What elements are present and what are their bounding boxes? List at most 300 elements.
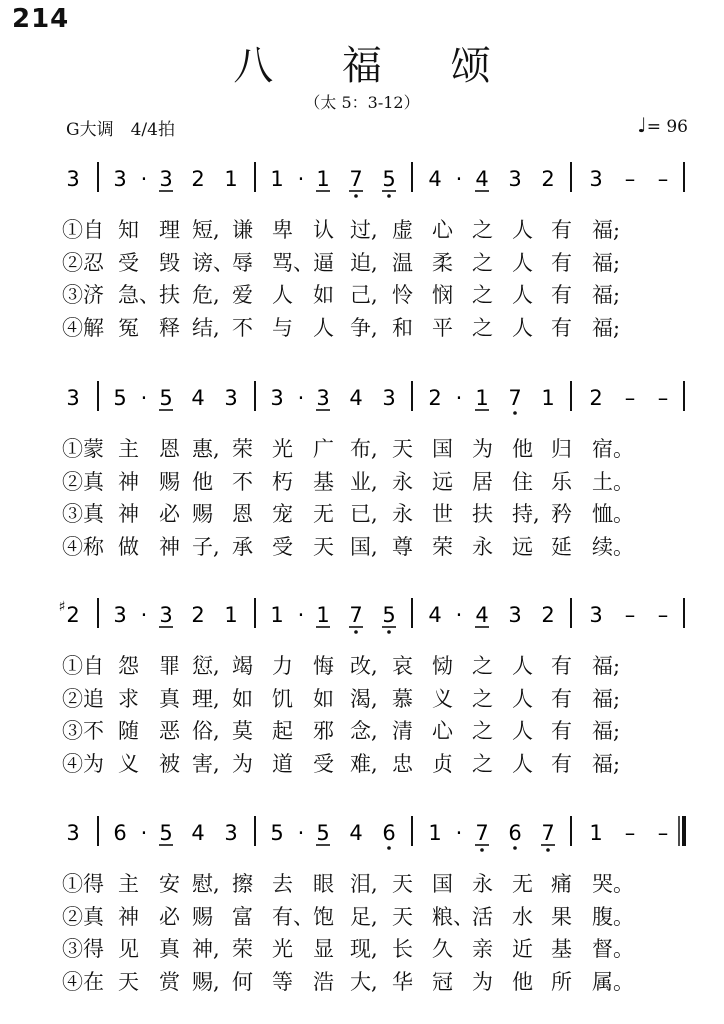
lyric-char: 骂、 xyxy=(272,251,314,275)
dot-mark: · xyxy=(140,821,148,845)
lyric-char: 无 xyxy=(313,502,334,526)
note: 4 xyxy=(349,386,363,410)
note: 7 xyxy=(541,821,555,845)
lyric-char: 赐 xyxy=(192,905,213,929)
lyric-char: 果 xyxy=(551,905,572,929)
lyric-char: 人 xyxy=(272,283,293,307)
lyric-char: 虚 xyxy=(392,218,413,242)
lyric-char: 必 xyxy=(159,502,180,526)
lyric-char: 之 xyxy=(472,719,493,743)
lyric-char: 泪, xyxy=(350,872,378,896)
lyric-char: 慕 xyxy=(392,687,413,711)
lyric-line xyxy=(0,312,724,342)
lyric-char: 神 xyxy=(118,905,139,929)
lyric-char: 大, xyxy=(350,970,378,994)
lower-octave-dot xyxy=(513,846,517,850)
lyric-line xyxy=(0,748,724,778)
lyric-char: 怨 xyxy=(118,654,139,678)
lyric-char: 难, xyxy=(350,752,378,776)
lyric-char: 安 xyxy=(159,872,180,896)
note: 5 xyxy=(159,821,173,845)
lyric-char: 短, xyxy=(192,218,220,242)
sharp-sign: ♯ xyxy=(58,599,66,615)
lyric-char: 扶 xyxy=(472,502,493,526)
lyric-char: 人 xyxy=(512,218,533,242)
lyric-char: 道 xyxy=(272,752,293,776)
lyric-char: 如 xyxy=(313,687,334,711)
lyric-char: 主 xyxy=(118,872,139,896)
lyric-char: 天 xyxy=(118,970,139,994)
lyric-char: 荣 xyxy=(232,437,253,461)
note: 1 xyxy=(316,603,330,627)
lyric-char: 天 xyxy=(313,535,334,559)
lyric-line xyxy=(0,901,724,931)
lyric-char: 人 xyxy=(512,283,533,307)
lyric-char: 冤 xyxy=(118,316,139,340)
lyric-char: 神 xyxy=(159,535,180,559)
lyric-char: 有、 xyxy=(272,905,314,929)
note: 4 xyxy=(428,167,442,191)
lyric-char: 心 xyxy=(432,719,453,743)
dot-mark: · xyxy=(140,167,148,191)
lyric-char: 远 xyxy=(432,470,453,494)
dash-mark: – xyxy=(657,167,669,191)
dot-mark: · xyxy=(455,167,463,191)
lyric-char: 急、 xyxy=(118,283,160,307)
lyric-char: 释 xyxy=(159,316,180,340)
lyric-char: 布, xyxy=(350,437,378,461)
lyric-char: 人 xyxy=(512,316,533,340)
lyric-char: 慰, xyxy=(192,872,220,896)
lyric-line xyxy=(0,650,724,680)
lyric-char: 朽 xyxy=(272,470,293,494)
dot-mark: · xyxy=(455,386,463,410)
lyric-char: 永 xyxy=(472,872,493,896)
lyric-char: 有 xyxy=(551,283,572,307)
lyric-char: 他 xyxy=(512,970,533,994)
note: 4 xyxy=(475,167,489,191)
note: 4 xyxy=(191,821,205,845)
music-system xyxy=(66,162,684,198)
lyric-line xyxy=(0,531,724,561)
lyric-char: 与 xyxy=(272,316,293,340)
lyric-char: 现, xyxy=(350,937,378,961)
dot-mark: · xyxy=(297,386,305,410)
lyric-char: 人 xyxy=(313,316,334,340)
note: 4 xyxy=(349,821,363,845)
lyric-char: 竭 xyxy=(232,654,253,678)
lyric-char: 乐 xyxy=(551,470,572,494)
lyric-char: 等 xyxy=(272,970,293,994)
note: 3 xyxy=(113,167,127,191)
note: 3 xyxy=(382,386,396,410)
note: 2 xyxy=(541,603,555,627)
lyric-char: ②追 xyxy=(62,687,104,711)
lyric-char: 愆, xyxy=(192,654,220,678)
lyric-char: ④称 xyxy=(62,535,104,559)
lyric-char: 受 xyxy=(313,752,334,776)
note: 1 xyxy=(224,167,238,191)
lyric-char: ①得 xyxy=(62,872,104,896)
lyric-char: 做 xyxy=(118,535,139,559)
lyric-line xyxy=(0,683,724,713)
lyric-char: 知 xyxy=(118,218,139,242)
dot-mark: · xyxy=(455,821,463,845)
lyric-char: 人 xyxy=(512,752,533,776)
dot-mark: · xyxy=(297,821,305,845)
lyric-char: 持, xyxy=(512,502,540,526)
lyric-char: 近 xyxy=(512,937,533,961)
lyric-char: 永 xyxy=(392,502,413,526)
note: 4 xyxy=(191,386,205,410)
note: 1 xyxy=(541,386,555,410)
dot-mark: · xyxy=(140,603,148,627)
note: 7 xyxy=(349,167,363,191)
lyric-char: 福; xyxy=(592,316,621,340)
lyric-char: 久 xyxy=(432,937,453,961)
lyric-char: 邪 xyxy=(313,719,334,743)
lyric-char: 已, xyxy=(350,502,378,526)
lyric-char: 神 xyxy=(118,502,139,526)
lyric-char: ③真 xyxy=(62,502,104,526)
lyric-char: 恩 xyxy=(232,502,253,526)
lyric-char: 哀 xyxy=(392,654,413,678)
note: 5 xyxy=(382,167,396,191)
lyric-char: 显 xyxy=(313,937,334,961)
lyric-char: 腹。 xyxy=(592,905,634,929)
lyric-char: 起 xyxy=(272,719,293,743)
note: 6 xyxy=(113,821,127,845)
hymn-number: 214 xyxy=(12,4,70,34)
lyric-char: 害, xyxy=(192,752,220,776)
lower-octave-dot xyxy=(546,848,550,852)
lyric-char: 清 xyxy=(392,719,413,743)
lyric-char: 国, xyxy=(350,535,378,559)
lyric-char: 国 xyxy=(432,872,453,896)
note: 7 xyxy=(508,386,522,410)
lyric-char: 谦 xyxy=(232,218,253,242)
tempo-value: = 96 xyxy=(646,117,688,137)
dot-mark: · xyxy=(455,603,463,627)
lyric-char: 卑 xyxy=(272,218,293,242)
lyric-char: 恸 xyxy=(432,654,453,678)
lyric-char: 有 xyxy=(551,316,572,340)
lyric-char: 所 xyxy=(551,970,572,994)
lyric-char: 恤。 xyxy=(592,502,634,526)
lyric-char: 子, xyxy=(192,535,220,559)
note: 5 xyxy=(270,821,284,845)
lyric-char: ②真 xyxy=(62,905,104,929)
note: 4 xyxy=(428,603,442,627)
lyric-char: 力 xyxy=(272,654,293,678)
lyric-char: 认 xyxy=(313,218,334,242)
lyric-char: 长 xyxy=(392,937,413,961)
lyric-char: 世 xyxy=(432,502,453,526)
lower-octave-dot xyxy=(480,848,484,852)
note: 6 xyxy=(382,821,396,845)
lyric-char: 真 xyxy=(159,687,180,711)
lyric-char: 福; xyxy=(592,251,621,275)
lyric-char: 擦 xyxy=(232,872,253,896)
lyric-char: 悯 xyxy=(432,283,453,307)
lyric-char: ①自 xyxy=(62,654,104,678)
lyric-char: 人 xyxy=(512,687,533,711)
lyric-char: 粮、 xyxy=(432,905,474,929)
lower-octave-dot xyxy=(387,630,391,634)
dash-mark: – xyxy=(624,603,636,627)
lyric-char: 罪 xyxy=(159,654,180,678)
lyric-char: 之 xyxy=(472,752,493,776)
note: 3 xyxy=(159,603,173,627)
lower-octave-dot xyxy=(387,194,391,198)
lyric-char: 荣 xyxy=(432,535,453,559)
note: 1 xyxy=(270,167,284,191)
lyric-char: 温 xyxy=(392,251,413,275)
lyric-char: 改, xyxy=(350,654,378,678)
lyric-char: 基 xyxy=(313,470,334,494)
lyric-char: 人 xyxy=(512,654,533,678)
music-system xyxy=(66,381,684,415)
lyric-char: 哭。 xyxy=(592,872,634,896)
lyric-char: 矜 xyxy=(551,502,572,526)
lyric-char: 之 xyxy=(472,251,493,275)
note: 5 xyxy=(382,603,396,627)
lyric-line xyxy=(0,498,724,528)
lyric-char: 如 xyxy=(313,283,334,307)
lyric-char: ③不 xyxy=(62,719,104,743)
lyric-char: 天 xyxy=(392,905,413,929)
key-time-signature: G大调 4/4拍 xyxy=(66,120,175,140)
lyric-char: 赐 xyxy=(159,470,180,494)
lyric-char: 光 xyxy=(272,937,293,961)
note: 2 xyxy=(589,386,603,410)
lower-octave-dot xyxy=(354,630,358,634)
lyric-char: 福; xyxy=(592,687,621,711)
note: 3 xyxy=(224,821,238,845)
lyric-char: 随 xyxy=(118,719,139,743)
lyric-char: 福; xyxy=(592,752,621,776)
lyric-char: 赐, xyxy=(192,970,220,994)
lyric-char: 福; xyxy=(592,283,621,307)
note: 1 xyxy=(316,167,330,191)
lyric-char: 逼 xyxy=(313,251,334,275)
dash-mark: – xyxy=(624,821,636,845)
note: 3 xyxy=(508,167,522,191)
lyric-char: 饱 xyxy=(313,905,334,929)
lyric-char: 理, xyxy=(192,687,220,711)
lyric-char: ②忍 xyxy=(62,251,104,275)
lyric-char: 无 xyxy=(512,872,533,896)
lyric-char: 远 xyxy=(512,535,533,559)
lyric-char: 饥 xyxy=(272,687,293,711)
note: 2 xyxy=(541,167,555,191)
lyric-char: 恩 xyxy=(159,437,180,461)
lower-octave-dot xyxy=(513,411,517,415)
lyric-char: 真 xyxy=(159,937,180,961)
lyric-char: 承 xyxy=(232,535,253,559)
music-system xyxy=(66,816,684,852)
lyric-char: 永 xyxy=(472,535,493,559)
lyric-char: 受 xyxy=(272,535,293,559)
lyric-char: 俗, xyxy=(192,719,220,743)
lyric-char: 光 xyxy=(272,437,293,461)
dash-mark: – xyxy=(657,603,669,627)
lyric-char: 之 xyxy=(472,218,493,242)
note: 1 xyxy=(428,821,442,845)
lyric-char: 被 xyxy=(159,752,180,776)
lyric-char: 人 xyxy=(512,719,533,743)
lyric-char: 有 xyxy=(551,752,572,776)
lyric-char: 他 xyxy=(192,470,213,494)
lyric-char: 去 xyxy=(272,872,293,896)
lyric-char: 冠 xyxy=(432,970,453,994)
note: 5 xyxy=(316,821,330,845)
lyric-char: 贞 xyxy=(432,752,453,776)
lyric-char: 水 xyxy=(512,905,533,929)
lyric-char: 莫 xyxy=(232,719,253,743)
pickup-note: 3 xyxy=(66,386,80,410)
lyric-char: 不 xyxy=(232,316,253,340)
note: 7 xyxy=(349,603,363,627)
note: 1 xyxy=(270,603,284,627)
lyric-char: 怜 xyxy=(392,283,413,307)
lyric-char: 宿。 xyxy=(592,437,634,461)
lyric-char: 福; xyxy=(592,719,621,743)
lyric-char: 义 xyxy=(118,752,139,776)
lyric-char: 必 xyxy=(159,905,180,929)
lyric-char: 见 xyxy=(118,937,139,961)
lyric-char: 足, xyxy=(350,905,378,929)
lyric-char: 义 xyxy=(432,687,453,711)
lyric-char: 过, xyxy=(350,218,378,242)
lyric-char: 尊 xyxy=(392,535,413,559)
dot-mark: · xyxy=(297,603,305,627)
lyric-char: 眼 xyxy=(313,872,334,896)
lyric-char: 忠 xyxy=(392,752,413,776)
dash-mark: – xyxy=(657,821,669,845)
lyric-char: 何 xyxy=(232,970,253,994)
dot-mark: · xyxy=(140,386,148,410)
lyric-char: 爱 xyxy=(232,283,253,307)
dash-mark: – xyxy=(624,386,636,410)
lyric-char: 为 xyxy=(232,752,253,776)
lyric-char: 己, xyxy=(350,283,378,307)
lyric-char: 理 xyxy=(159,218,180,242)
lyric-char: 浩 xyxy=(313,970,334,994)
lyric-char: 广 xyxy=(313,437,334,461)
lyric-char: 居 xyxy=(472,470,493,494)
lyric-char: 毁 xyxy=(159,251,180,275)
note: 2 xyxy=(191,167,205,191)
lyric-line xyxy=(0,433,724,463)
note: 3 xyxy=(589,167,603,191)
dash-mark: – xyxy=(624,167,636,191)
note: 5 xyxy=(113,386,127,410)
lyric-char: 天 xyxy=(392,437,413,461)
note: 4 xyxy=(475,603,489,627)
note: 7 xyxy=(475,821,489,845)
lyric-char: 天 xyxy=(392,872,413,896)
lyric-char: 活 xyxy=(472,905,493,929)
lyric-char: ②真 xyxy=(62,470,104,494)
note: 2 xyxy=(191,603,205,627)
lyric-char: 受 xyxy=(118,251,139,275)
lyric-char: ④解 xyxy=(62,316,104,340)
lyric-char: 之 xyxy=(472,316,493,340)
lyric-char: 柔 xyxy=(432,251,453,275)
lyric-char: 人 xyxy=(512,251,533,275)
lyric-char: 延 xyxy=(551,535,572,559)
lower-octave-dot xyxy=(354,194,358,198)
lyric-char: 之 xyxy=(472,654,493,678)
lyric-char: 惠, xyxy=(192,437,220,461)
lyric-char: 求 xyxy=(118,687,139,711)
lyric-char: 华 xyxy=(392,970,413,994)
lyric-char: 属。 xyxy=(592,970,634,994)
lyric-char: 亲 xyxy=(472,937,493,961)
note: 3 xyxy=(508,603,522,627)
hymn-title: 八 福 颂 xyxy=(233,43,519,89)
lyric-char: 迫, xyxy=(350,251,378,275)
lyric-line xyxy=(0,715,724,745)
lyric-char: 荣 xyxy=(232,937,253,961)
scripture-reference: （太 5：3-12） xyxy=(304,93,420,112)
lyric-char: 基 xyxy=(551,937,572,961)
note: 3 xyxy=(159,167,173,191)
note: 1 xyxy=(589,821,603,845)
lyric-char: 不 xyxy=(232,470,253,494)
lyric-char: 神, xyxy=(192,937,220,961)
note: 3 xyxy=(589,603,603,627)
lyric-char: 神 xyxy=(118,470,139,494)
lyric-char: 恶 xyxy=(159,719,180,743)
lyric-char: 平 xyxy=(432,316,453,340)
note: 3 xyxy=(224,386,238,410)
lyric-char: 富 xyxy=(232,905,253,929)
lyric-line xyxy=(0,933,724,963)
note: 3 xyxy=(113,603,127,627)
lyric-char: 扶 xyxy=(159,283,180,307)
lyric-char: 悔 xyxy=(313,654,334,678)
lyric-char: 福; xyxy=(592,654,621,678)
lyric-char: 辱 xyxy=(232,251,253,275)
lyric-line xyxy=(0,868,724,898)
lyric-char: ①蒙 xyxy=(62,437,104,461)
note: 5 xyxy=(159,386,173,410)
pickup-note: 2 xyxy=(66,603,80,627)
lyric-char: 土。 xyxy=(592,470,634,494)
lyric-char: 业, xyxy=(350,470,378,494)
lyric-char: 宠 xyxy=(272,502,293,526)
lyric-line xyxy=(0,466,724,496)
lyric-char: 国 xyxy=(432,437,453,461)
dash-mark: – xyxy=(657,386,669,410)
lyric-char: 有 xyxy=(551,251,572,275)
lyric-char: 如 xyxy=(232,687,253,711)
note: 3 xyxy=(316,386,330,410)
lyric-char: ④在 xyxy=(62,970,104,994)
lyric-line xyxy=(0,966,724,996)
pickup-note: 3 xyxy=(66,821,80,845)
lyric-char: 渴, xyxy=(350,687,378,711)
quarter-note-icon: ♩ xyxy=(637,113,647,137)
lower-octave-dot xyxy=(387,846,391,850)
pickup-note: 3 xyxy=(66,167,80,191)
lyric-char: ③得 xyxy=(62,937,104,961)
lyric-char: 争, xyxy=(350,316,378,340)
lyric-char: 赐 xyxy=(192,502,213,526)
lyric-char: 福; xyxy=(592,218,621,242)
